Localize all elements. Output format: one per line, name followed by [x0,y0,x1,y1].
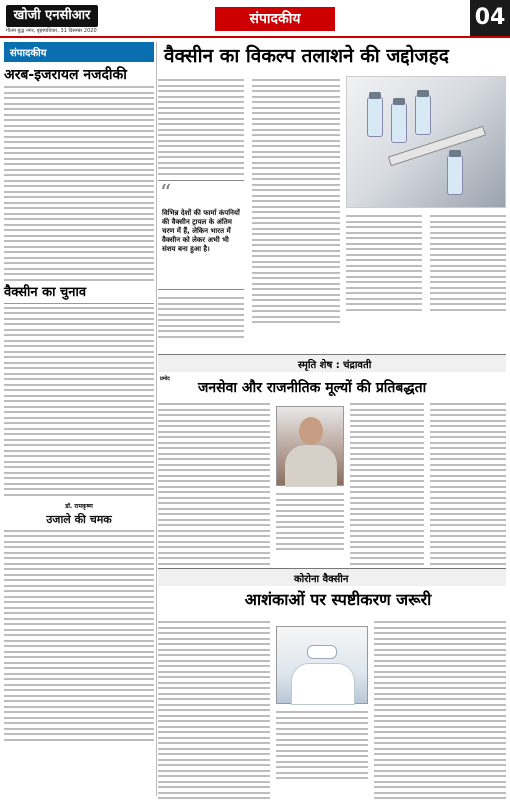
left-section-strip: संपादकीय [4,42,154,62]
corona-column-2 [276,708,368,783]
pullquote-text: विभिन्न देशों की फार्मा कंपनियों की वैक्सीन ट्रायल के अंतिम चरण में हैं, लेकिन भारत में वैक्सीन को लेकर अभी भी संशय बना हुआ है। [162,209,240,253]
person-portrait-icon [276,406,344,486]
story-byline: डॉ. रामकृष्ण [65,502,93,510]
story-body-lines [4,307,154,496]
article-column-1b [158,294,244,341]
smriti-column-2 [276,490,344,554]
main-content [158,42,506,796]
section-bar-smriti [158,354,506,372]
quote-mark-icon: “ [160,181,172,206]
doctor-photo-icon [276,626,368,704]
smriti-headline: जनसेवा और राजनीतिक मूल्यों की प्रतिबद्धता [198,380,427,396]
section-tag: संपादकीय [215,7,335,31]
story-title-arab-israel: अरब-इजरायल नजदीकी [4,67,127,83]
smriti-column-4 [430,400,506,568]
story-body-lines [4,530,154,741]
left-column [4,42,154,796]
pullquote-box [158,180,244,290]
page-number: 04 [470,0,510,36]
article-column-3 [346,212,422,314]
smriti-column-1 [158,400,270,568]
vaccine-vial-icon [346,76,506,208]
section-label-corona: कोरोना वैक्सीन [294,574,349,585]
main-headline: वैक्सीन का विकल्प तलाशने की जद्दोजहद [164,45,449,67]
corona-headline: आशंकाओं पर स्पष्टीकरण जरूरी [244,590,432,609]
story-title-light: उजाले की चमक [46,512,112,526]
story-body-lines [4,86,154,281]
article-column-2 [252,76,340,327]
article-column-1 [158,76,244,178]
section-label-smriti: स्मृति शेष : चंद्रावती [298,360,372,371]
story-title-vaccine-choice: वैक्सीन का चुनाव [4,286,154,304]
corona-column-1 [158,618,270,800]
section-bar-corona [158,568,506,586]
column-divider [156,42,157,796]
corona-column-3 [374,618,506,800]
author-label: प्रमोद [160,376,170,382]
dateline: गौतम बुद्ध नगर, बृहस्पतिवार, 31 दिसम्बर 2020 [6,28,97,34]
smriti-column-3 [350,400,424,568]
article-column-4 [430,212,506,314]
brand-logo: खोजी एनसीआर [6,5,98,27]
masthead [0,0,510,38]
